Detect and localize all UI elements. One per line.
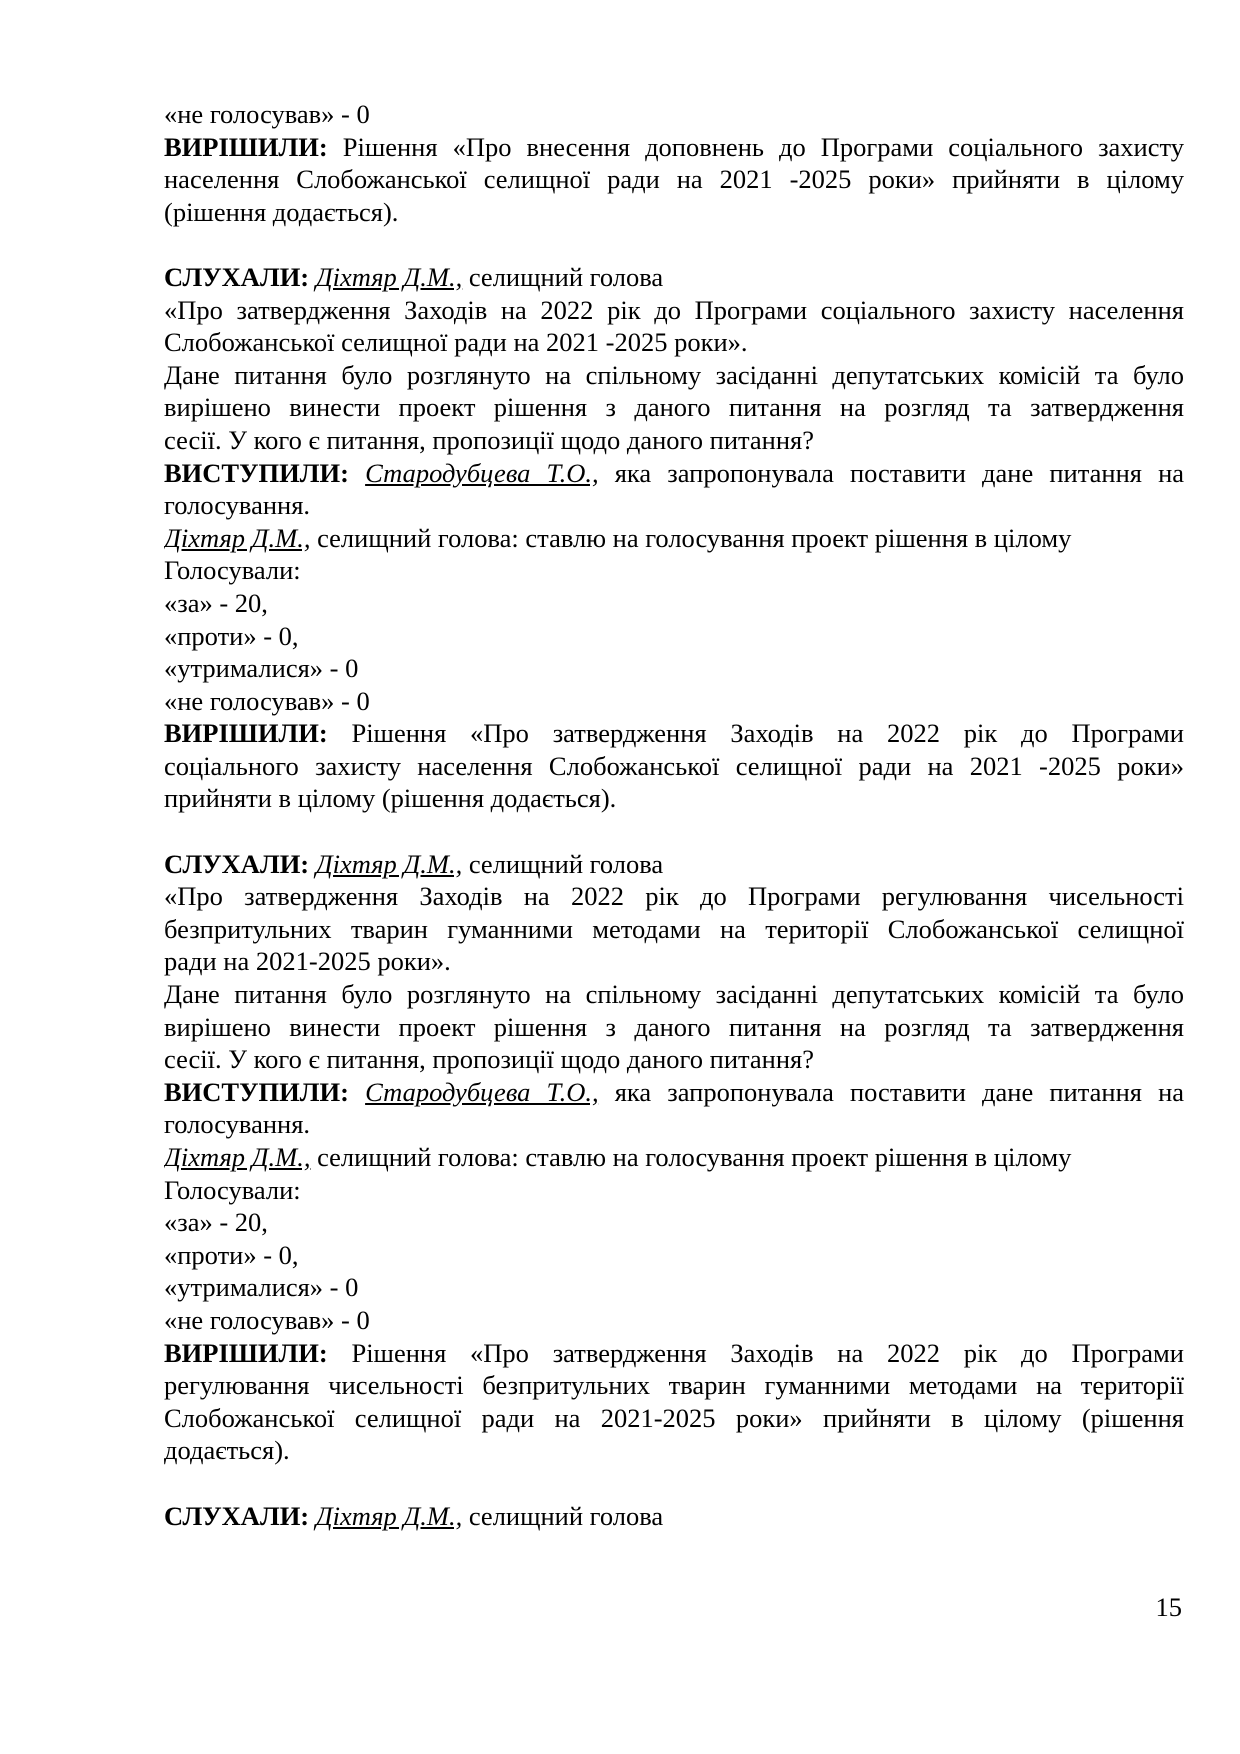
text-segment: селищний голова: ставлю на голосування проект рішення в цілому (310, 1142, 1072, 1172)
text-segment: Дане питання було розглянуто на спільному засіданні депутатських комісій та було (164, 979, 1184, 1010)
text-line (164, 163, 1184, 196)
text-line (164, 554, 1184, 587)
text-line (164, 1500, 1184, 1533)
text-line (164, 326, 1184, 359)
text-line (164, 1174, 1184, 1207)
text-line (164, 1402, 1184, 1435)
text-line (164, 1337, 1184, 1370)
section-keyword: СЛУХАЛИ: (164, 848, 310, 879)
text-segment: голосування. (164, 1109, 311, 1140)
text-segment (349, 1077, 365, 1107)
text-segment: «утрималися» - 0 (164, 1272, 359, 1303)
person-name: Діхтяр Д.М., (164, 1142, 311, 1172)
text-line (164, 685, 1184, 718)
text-segment: населення Слобожанської селищної ради на 2021 -2025 роки» прийняти в цілому (164, 164, 1184, 195)
text-segment: регулювання чисельності безпритульних тварин гуманними методами на території (164, 1370, 1184, 1401)
text-segment: Голосували: (164, 555, 301, 586)
text-segment: «не голосував» - 0 (164, 685, 370, 716)
text-line (164, 1076, 1184, 1109)
text-segment (309, 1501, 316, 1531)
text-segment: «Про затвердження Заходів на 2022 рік до Програми соціального захисту населення (164, 294, 1184, 325)
text-segment: Рішення «Про затвердження Заходів на 2022 рік до Програми (327, 1337, 1184, 1368)
text-segment: «Про затвердження Заходів на 2022 рік до Програми регулювання чисельності (164, 881, 1184, 912)
text-line (164, 457, 1184, 490)
document-body (164, 98, 1184, 1532)
text-line (164, 848, 1184, 881)
page-number: 15 (1155, 1592, 1182, 1622)
person-name: Діхтяр Д.М., (315, 261, 463, 292)
text-segment: селищний голова (462, 848, 664, 879)
text-segment: додається). (164, 1435, 290, 1466)
text-segment: селищний голова (462, 1500, 664, 1531)
text-segment: яка запропонувала поставити дане питання на (598, 457, 1184, 488)
text-segment: «за» - 20, (164, 1207, 268, 1238)
text-line (164, 98, 1184, 131)
section-keyword: ВИРІШИЛИ: (164, 1337, 328, 1368)
text-segment: «не голосував» - 0 (164, 99, 370, 129)
text-segment: Голосували: (164, 1174, 301, 1205)
text-segment (349, 458, 365, 488)
text-segment: голосування. (164, 490, 311, 521)
paragraph-gap (164, 815, 1184, 848)
text-line (164, 391, 1184, 424)
paragraph-gap (164, 1467, 1184, 1500)
text-segment: вирішено винести проект рішення з даного питання на розгляд та затвердження (164, 392, 1184, 423)
text-segment: ради на 2021-2025 роки». (164, 946, 451, 977)
text-line (164, 294, 1184, 327)
person-name: Діхтяр Д.М., (315, 1500, 463, 1531)
text-line (164, 1108, 1184, 1141)
text-line (164, 1304, 1184, 1337)
text-segment: безпритульних тварин гуманними методами на території Слобожанської селищної (164, 913, 1184, 944)
text-segment: «проти» - 0, (164, 620, 299, 651)
text-segment: Слобожанської селищної ради на 2021-2025 роки» прийняти в цілому (рішення (164, 1402, 1184, 1433)
text-line (164, 1434, 1184, 1467)
text-line (164, 587, 1184, 620)
person-name: Стародубцева Т.О., (365, 1076, 599, 1107)
text-line (164, 1141, 1184, 1174)
text-line (164, 913, 1184, 946)
text-segment: селищний голова: ставлю на голосування проект рішення в цілому (310, 522, 1072, 553)
text-segment: селищний голова (462, 261, 664, 292)
text-segment: соціального захисту населення Слобожанської селищної ради на 2021 -2025 роки» (164, 750, 1184, 781)
text-line (164, 750, 1184, 783)
text-line (164, 1271, 1184, 1304)
text-segment: Дане питання було розглянуто на спільному засіданні депутатських комісій та було (164, 359, 1184, 390)
text-line (164, 1369, 1184, 1402)
text-segment (309, 262, 316, 292)
section-keyword: ВИСТУПИЛИ: (164, 457, 349, 488)
text-line (164, 717, 1184, 750)
text-line (164, 1206, 1184, 1239)
text-segment: прийняти в цілому (рішення додається). (164, 783, 617, 814)
text-line (164, 196, 1184, 229)
text-segment (309, 849, 316, 879)
text-line (164, 620, 1184, 653)
text-line (164, 880, 1184, 913)
text-line (164, 131, 1184, 164)
person-name: Діхтяр Д.М., (315, 848, 463, 879)
text-segment: сесії. У кого є питання, пропозиції щодо даного питання? (164, 424, 814, 455)
paragraph-gap (164, 228, 1184, 261)
text-segment: Рішення «Про внесення доповнень до Програми соціального захисту (327, 131, 1184, 162)
text-line (164, 489, 1184, 522)
text-line (164, 652, 1184, 685)
person-name: Стародубцева Т.О., (365, 457, 599, 488)
text-line (164, 359, 1184, 392)
section-keyword: СЛУХАЛИ: (164, 261, 310, 292)
text-segment: Рішення «Про затвердження Заходів на 2022 рік до Програми (327, 718, 1184, 749)
text-segment: (рішення додається). (164, 196, 399, 227)
section-keyword: ВИРІШИЛИ: (164, 131, 328, 162)
text-line (164, 424, 1184, 457)
text-line (164, 1011, 1184, 1044)
text-segment: сесії. У кого є питання, пропозиції щодо даного питання? (164, 1044, 814, 1075)
text-segment: «утрималися» - 0 (164, 653, 359, 684)
text-line (164, 945, 1184, 978)
text-line (164, 978, 1184, 1011)
section-keyword: ВИРІШИЛИ: (164, 718, 328, 749)
section-keyword: СЛУХАЛИ: (164, 1500, 310, 1531)
text-line (164, 1239, 1184, 1272)
text-line (164, 782, 1184, 815)
person-name: Діхтяр Д.М., (164, 522, 311, 553)
section-keyword: ВИСТУПИЛИ: (164, 1076, 349, 1107)
text-segment: яка запропонувала поставити дане питання на (598, 1076, 1184, 1107)
text-segment: «проти» - 0, (164, 1239, 299, 1270)
text-line (164, 261, 1184, 294)
text-line (164, 1043, 1184, 1076)
text-segment: «за» - 20, (164, 587, 268, 618)
text-segment: «не голосував» - 0 (164, 1304, 370, 1335)
text-segment: вирішено винести проект рішення з даного питання на розгляд та затвердження (164, 1011, 1184, 1042)
text-segment: Слобожанської селищної ради на 2021 -2025 роки». (164, 327, 748, 358)
text-line (164, 522, 1184, 555)
